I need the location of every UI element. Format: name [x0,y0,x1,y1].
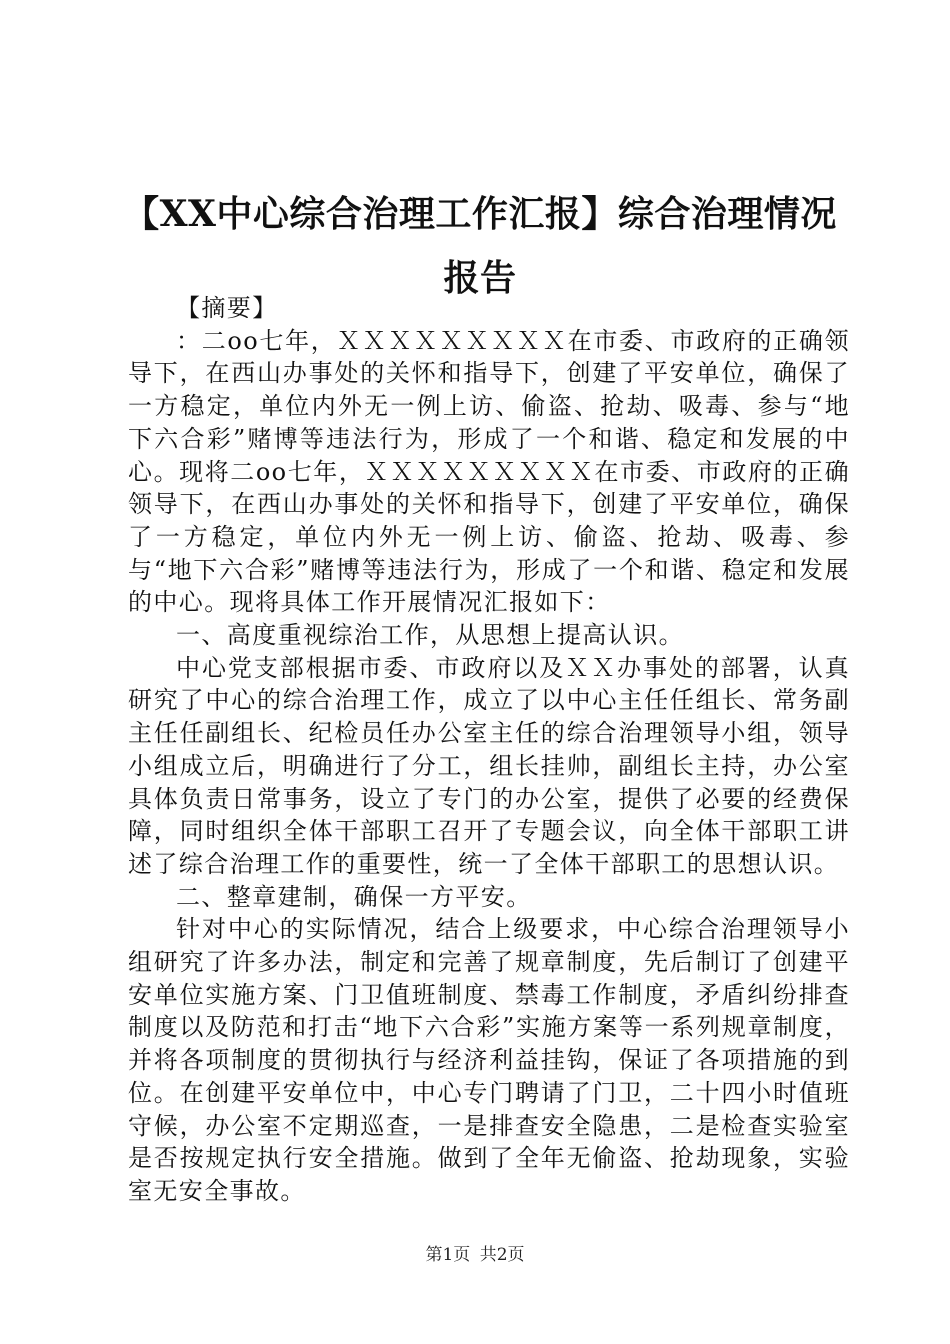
page-footer [0,1240,950,1265]
paragraph-intro: ：二oo七年，ＸＸＸＸＸＸＸＸＸ在市委、市政府的正确领导下，在西山办事处的关怀和指导下，创建了平安单位，确保了一方稳定，单位内外无一例上访、偷盗、抢劫、吸毒、参与“地下六合彩”赌博等违法行为，形成了一个和谐、稳定和发展的中心。现将二oo七年，ＸＸＸＸＸＸＸＸＸ在市委、市政府的正确领导下，在西山办事处的关怀和指导下，创建了平安单位，确保了一方稳定，单位内外无一例上访、偷盗、抢劫、吸毒、参与“地下六合彩”赌博等违法行为，形成了一个和谐、稳定和发展的中心。现将具体工作开展情况汇报如下： [128,326,850,617]
section-heading-2: 二、整章建制，确保一方平安。 [176,882,532,911]
document-title: 【XX中心综合治理工作汇报】综合治理情况报告 [123,193,837,299]
paragraph-section-1: 中心党支部根据市委、市政府以及ＸＸ办事处的部署，认真研究了中心的综合治理工作，成立了以中心主任任组长、常务副主任任副组长、纪检员任办公室主任的综合治理领导小组，领导小组成立后，明确进行了分工，组长挂帅，副组长主持，办公室具体负责日常事务，设立了专门的办公室，提供了必要的经费保障，同时组织全体干部职工召开了专题会议，向全体干部职工讲述了综合治理工作的重要性，统一了全体干部职工的思想认识。 [128,653,850,878]
section-heading-1: 一、高度重视综治工作，从思想上提高认识。 [176,621,684,650]
page-number-total: 共2页 [479,1245,525,1265]
page-number-current: 第1页 [425,1245,471,1265]
abstract-heading: 【摘要】 [176,294,278,322]
document-body [128,292,850,1208]
paragraph-section-2: 针对中心的实际情况，结合上级要求，中心综合治理领导小组研究了许多办法，制定和完善了规章制度，先后制订了创建平安单位实施方案、门卫值班制度、禁毒工作制度，矛盾纠纷排查制度以及防范和打击“地下六合彩”实施方案等一系列规章制度，并将各项制度的贯彻执行与经济利益挂钩，保证了各项措施的到位。在创建平安单位中，中心专门聘请了门卫，二十四小时值班守候，办公室不定期巡查，一是排查安全隐患，二是检查实验室是否按规定执行安全措施。做到了全年无偷盗、抢劫现象，实验室无安全事故。 [128,915,850,1205]
